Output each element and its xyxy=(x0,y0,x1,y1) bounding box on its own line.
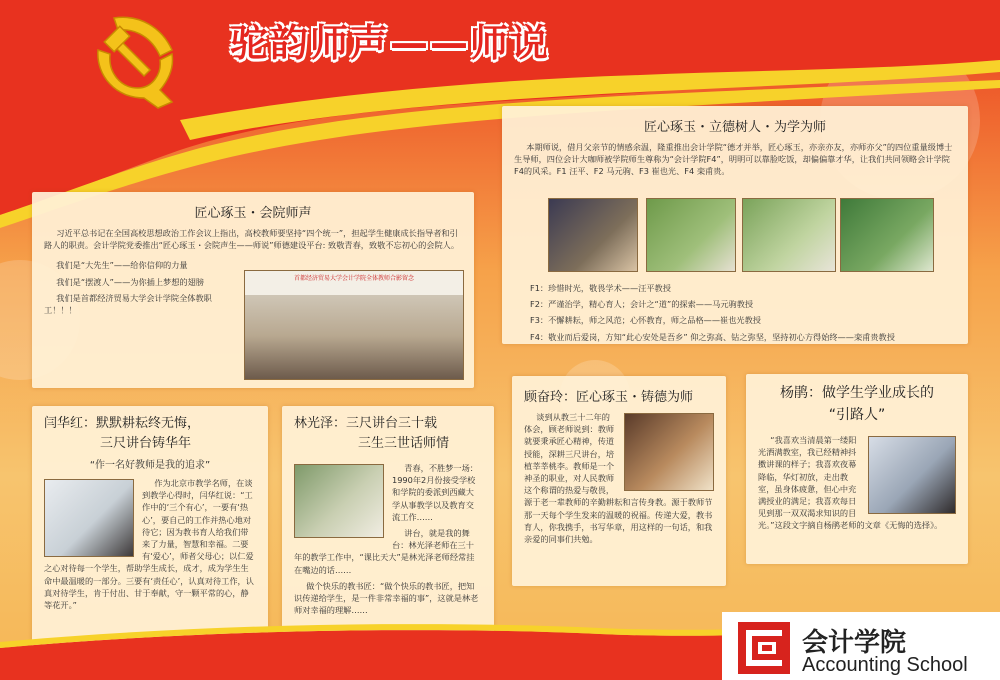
logo-text-cn: 会计学院 xyxy=(802,628,907,658)
panel-body: 作为北京市教学名师，在谈到教学心得时，闫华红说：“工作中的‘三个有心’，一要有‘热心’，要自己的工作并热心地对待它；因为教书育人给我们带来了力量，智慧和幸福。二要有‘爱心’，师者父母心；以仁爱之心对待每一个学生，帮助学生成长，成才，成为学生生命中最温暖的一部分。三要有‘责任心’，认真对待工作，认真对待学生，肯于付出、甘于奉献，守一颗平常的心，静等花开。” xyxy=(44,478,254,611)
panel-paragraph: 习近平总书记在全国高校思想政治工作会议上指出，高校教师要坚持“四个统一”，担起学生健康成长指导者和引路人的职责。会计学院党委推出“匠心琢玉・会院声生——师说”师德建设平台: 致敬青春，致敬不忘初心的会院人。 xyxy=(44,228,460,251)
page-title: 驼韵师声——师说 xyxy=(230,21,551,65)
motto-line: 我们是首都经济贸易大学会计学院全体教职工！！！ xyxy=(44,292,212,316)
panel-title xyxy=(44,414,256,454)
portrait-photo-f4 xyxy=(840,198,934,272)
portrait-photo xyxy=(624,413,714,491)
panel-title: 匠心琢玉・会院师声 xyxy=(194,206,312,221)
party-emblem-icon xyxy=(80,10,190,110)
motto-line: 我们是“大先生”——给你信仰的力量 xyxy=(56,260,188,271)
title-line: “引路人” xyxy=(828,407,886,423)
portrait-photo-f3 xyxy=(742,198,836,272)
panel-title: 顾奋玲：匠心琢玉・铸德为师 xyxy=(524,390,694,405)
title-line: 闫华红：默默耕耘终无悔， xyxy=(44,416,201,431)
portrait-photo xyxy=(868,436,956,514)
f4-item: F1：珍惜时光，敬畏学术——汪平教授 xyxy=(530,283,671,293)
portrait-photo-f1 xyxy=(548,198,638,272)
panel-lin-guangze xyxy=(282,406,494,632)
panel-body: “我喜欢当清晨第一缕阳光洒满教室，我已经精神抖擞讲课的样子；我喜欢夜幕降临，华灯初放，走出教室，虽身体疲惫，但心中充满授业的满足；我喜欢每日见到那一双双渴求知识的目光。”这段文字摘自杨鹃老师的文章《无悔的选择》。 xyxy=(758,435,943,531)
title-line: 三生三世话师情 xyxy=(358,436,450,451)
portrait-photo xyxy=(294,464,384,538)
portrait-photo xyxy=(44,479,134,557)
f4-item: F4：敬业而后爱岗，方知“此心安处是吾乡” 仰之弥高、钻之弥坚，坚持初心方得始终——栾甫贵教授 xyxy=(530,331,895,342)
panel-body: 讲台，就是我的舞台：林光泽老师在三十年的教学工作中，“课比天大”是林光泽老师经常挂在嘴边的话…… xyxy=(294,528,475,575)
panel-quote: “作一名好教师是我的追求” xyxy=(89,460,211,471)
school-logo xyxy=(722,612,1000,680)
title-line: 杨鹃：做学生学业成长的 xyxy=(780,385,934,401)
title-line: 三尺讲台铸华年 xyxy=(100,436,192,451)
f4-item: F3：不懈耕耘，师之风范；心怀教育，师之品格——崔也光教授 xyxy=(530,315,761,326)
logo-text-en: Accounting School xyxy=(802,654,968,676)
panel-body: 做个快乐的教书匠：“做个快乐的教书匠，把知识传递给学生，是一件非常幸福的事”，这就是林老师对幸福的理解…… xyxy=(294,580,479,616)
group-photo xyxy=(244,270,464,380)
portrait-photo-f2 xyxy=(646,198,736,272)
panel-yang-juan xyxy=(746,374,968,564)
f4-item: F2：严谨治学，精心育人；会计之“道”的探索——马元驹教授 xyxy=(530,299,754,310)
motto-line: 我们是“摆渡人”——为你插上梦想的翅膀 xyxy=(56,276,204,287)
group-photo-banner: 首都经济贸易大学会计学院全体教师合影留念 xyxy=(293,275,414,282)
panel-title: 匠心琢玉・立德树人・为学为师 xyxy=(643,120,826,135)
panel-title xyxy=(294,414,482,454)
panel-body: 青春，不胜梦一场：1990年2月份接受学校和学院的委派到西藏大学从事教学以及教育交流工作…… xyxy=(392,463,478,522)
panel-f4-teachers xyxy=(502,106,968,344)
title-line: 林光泽：三尺讲台三十载 xyxy=(294,416,438,431)
accounting-school-logo-icon xyxy=(736,620,792,676)
panel-intro: 本期师说，借月父亲节的情感余温，隆重推出会计学院“德才并举，匠心琢玉，亦亲亦友，亦师亦父”的四位重量级博士生导师，四位会计大咖师被学院师生尊称为“会计学院F4”，明明可以靠脸吃饭，却偏偏靠才华，让我们共同领略会计学院F4的风采。F1 汪平、F2 马元驹、F3 崔也光、F4 栾甫贵。 xyxy=(514,142,953,177)
panel-body: 谈到从教三十二年的体会，顾老师说到：教师就要秉承匠心精神，传道授能，深耕三尺讲台，培植莘莘桃李。教师是一个神圣的职业，对人民教师这个称谓的热爱与敬畏，源于老一辈教师的辛勤耕耘和言传身教。源于教师节那一天每个学生发来的温暖的祝福。传递大爱，教书育人，你我携手，书写华章，用这样的一句话，和我亲爱的同事们共勉。 xyxy=(524,412,713,545)
panel-school-voice xyxy=(32,192,474,388)
panel-gu-fenling xyxy=(512,376,726,586)
panel-title xyxy=(758,382,956,426)
